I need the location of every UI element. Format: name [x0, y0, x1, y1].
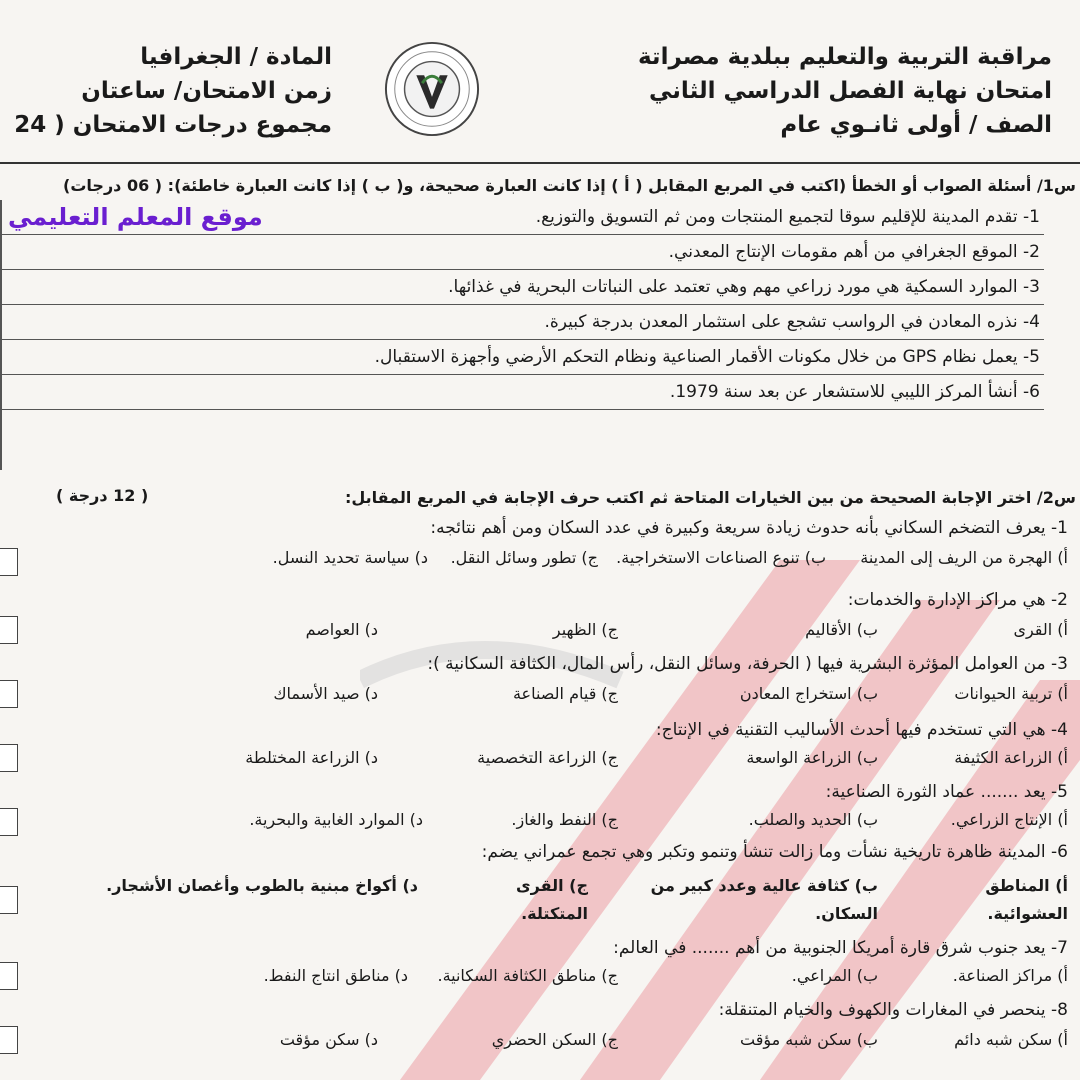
q1-row [0, 235, 1044, 270]
answer-box[interactable] [0, 808, 18, 836]
q2-option: أ) الزراعة الكثيفة [954, 748, 1068, 767]
q2-options [8, 966, 1068, 990]
q2-options [8, 748, 1068, 772]
q1-statement: 4- نذره المعادن في الرواسب تشجع على استثمار المعدن بدرجة كبيرة. [544, 312, 1040, 332]
header-line: مراقبة التربية والتعليم ببلدية مصراتة [637, 44, 1052, 70]
q1-row [0, 270, 1044, 305]
q2-question: 3- من العوامل المؤثرة البشرية فيها ( الحرفة، وسائل النقل، رأس المال، الكثافة السكانية ): [427, 654, 1068, 674]
q1-statement: 3- الموارد السمكية هي مورد زراعي مهم وهي تعتمد على النباتات البحرية في غذائها. [448, 277, 1040, 297]
q2-option: ج) مناطق الكثافة السكانية. [437, 966, 618, 985]
q2-option: أ) القرى [1013, 620, 1068, 639]
header-line: الصف / أولى ثانـوي عام [780, 112, 1052, 138]
q2-options [8, 872, 1068, 932]
q2-option: د) الزراعة المختلطة [245, 748, 378, 767]
q2-option: أ) مراكز الصناعة. [952, 966, 1068, 985]
answer-box[interactable] [0, 680, 18, 708]
q1-statement: 6- أنشأ المركز الليبي للاستشعار عن بعد سنة 1979. [669, 382, 1040, 402]
q2-option: د) صيد الأسماك [273, 684, 378, 703]
q2-option: ب) سكن شبه مؤقت [740, 1030, 878, 1049]
q2-question: 7- يعد جنوب شرق قارة أمريكا الجنوبية من أهم ....... في العالم: [613, 938, 1068, 958]
q2-question: 2- هي مراكز الإدارة والخدمات: [847, 590, 1068, 610]
site-watermark: موقع المعلم التعليمي [8, 203, 263, 231]
q2-question: 1- يعرف التضخم السكاني بأنه حدوث زيادة سريعة وكبيرة في عدد السكان ومن أهم نتائجه: [430, 518, 1068, 538]
answer-box[interactable] [0, 886, 18, 914]
q1-row [0, 340, 1044, 375]
q2-options [8, 548, 1068, 572]
q2-option: ج) الزراعة التخصصية [477, 748, 618, 767]
school-logo-icon [383, 40, 481, 138]
q2-marks: ( 12 درجة ) [56, 486, 149, 505]
q2-question: 4- هي التي تستخدم فيها أحدث الأساليب التقنية في الإنتاج: [655, 720, 1068, 740]
header-line: مجموع درجات الامتحان ( 24 [14, 112, 332, 138]
q2-option: ب) تنوع الصناعات الاستخراجية. [616, 548, 826, 567]
header-exam-info [14, 40, 332, 142]
q1-statement: 5- يعمل نظام GPS من خلال مكونات الأقمار الصناعية ونظام التحكم الأرضي وأجهزة الاستقبال. [374, 347, 1040, 367]
q2-option: د) مناطق انتاج النفط. [263, 966, 408, 985]
q2-option: د) العواصم [305, 620, 378, 639]
q2-option: ج) قيام الصناعة [512, 684, 618, 703]
q1-title: س1/ أسئلة الصواب أو الخطأ (اكتب في المربع المقابل ( أ ) إذا كانت العبارة صحيحة، و( ب ) إذا كانت العبارة خاطئة): ( 06 درجات) [63, 176, 1076, 195]
q2-option: ب) الأقاليم [805, 620, 878, 639]
header-school-info [638, 40, 1052, 142]
q2-option: أ) المناطق العشوائية. [985, 876, 1068, 923]
q2-option: ج) تطور وسائل النقل. [450, 548, 598, 567]
q2-option: د) الموارد الغابية والبحرية. [249, 810, 423, 829]
q1-statement: 1- تقدم المدينة للإقليم سوقا لتجميع المنتجات ومن ثم التسويق والتوزيع. [535, 207, 1040, 227]
header-divider [0, 162, 1080, 164]
q2-question: 8- ينحصر في المغارات والكهوف والخيام المتنقلة: [718, 1000, 1068, 1020]
answer-box[interactable] [0, 744, 18, 772]
answer-box[interactable] [0, 548, 18, 576]
q2-option: أ) سكن شبه دائم [954, 1030, 1068, 1049]
q2-option: ب) كثافة عالية وعدد كبير من السكان. [650, 876, 878, 923]
q2-question: 5- يعد ....... عماد الثورة الصناعية: [825, 782, 1068, 802]
header-line: امتحان نهاية الفصل الدراسي الثاني [649, 78, 1052, 104]
q2-option: د) سياسة تحديد النسل. [272, 548, 428, 567]
q2-option: أ) الإنتاج الزراعي. [950, 810, 1068, 829]
answer-box[interactable] [0, 962, 18, 990]
q2-option: ج) النفط والغاز. [511, 810, 618, 829]
q2-option: ج) السكن الحضري [491, 1030, 618, 1049]
answer-box[interactable] [0, 1026, 18, 1054]
q2-title: س2/ اختر الإجابة الصحيحة من بين الخيارات المتاحة ثم اكتب حرف الإجابة في المربع المقابل: [344, 488, 1076, 507]
q1-row [0, 305, 1044, 340]
q2-option: د) أكواخ مبنية بالطوب وأغصان الأشجار. [106, 876, 418, 895]
q2-options [8, 620, 1068, 644]
answer-box[interactable] [0, 616, 18, 644]
header-line: زمن الامتحان/ ساعتان [81, 78, 332, 104]
q2-options [8, 810, 1068, 834]
q2-option: أ) الهجرة من الريف إلى المدينة [860, 548, 1068, 567]
q1-row [0, 375, 1044, 410]
q2-option: ج) الظهير [552, 620, 618, 639]
q2-option: ب) الزراعة الواسعة [746, 748, 878, 767]
q2-options [8, 1030, 1068, 1054]
q2-question: 6- المدينة ظاهرة تاريخية نشأت وما زالت تنشأ وتنمو وتكبر وهي تجمع عمراني يضم: [481, 842, 1068, 862]
q2-option: ب) الحديد والصلب. [748, 810, 878, 829]
q2-option: أ) تربية الحيوانات [954, 684, 1068, 703]
q2-option: ب) استخراج المعادن [739, 684, 878, 703]
header-line: المادة / الجغرافيا [140, 44, 332, 70]
q2-option: ب) المراعي. [791, 966, 878, 985]
q2-option: د) سكن مؤقت [279, 1030, 378, 1049]
q2-options [8, 684, 1068, 708]
q2-option: ج) القرى المتكتلة. [515, 876, 588, 923]
q1-statement: 2- الموقع الجغرافي من أهم مقومات الإنتاج المعدني. [668, 242, 1040, 262]
